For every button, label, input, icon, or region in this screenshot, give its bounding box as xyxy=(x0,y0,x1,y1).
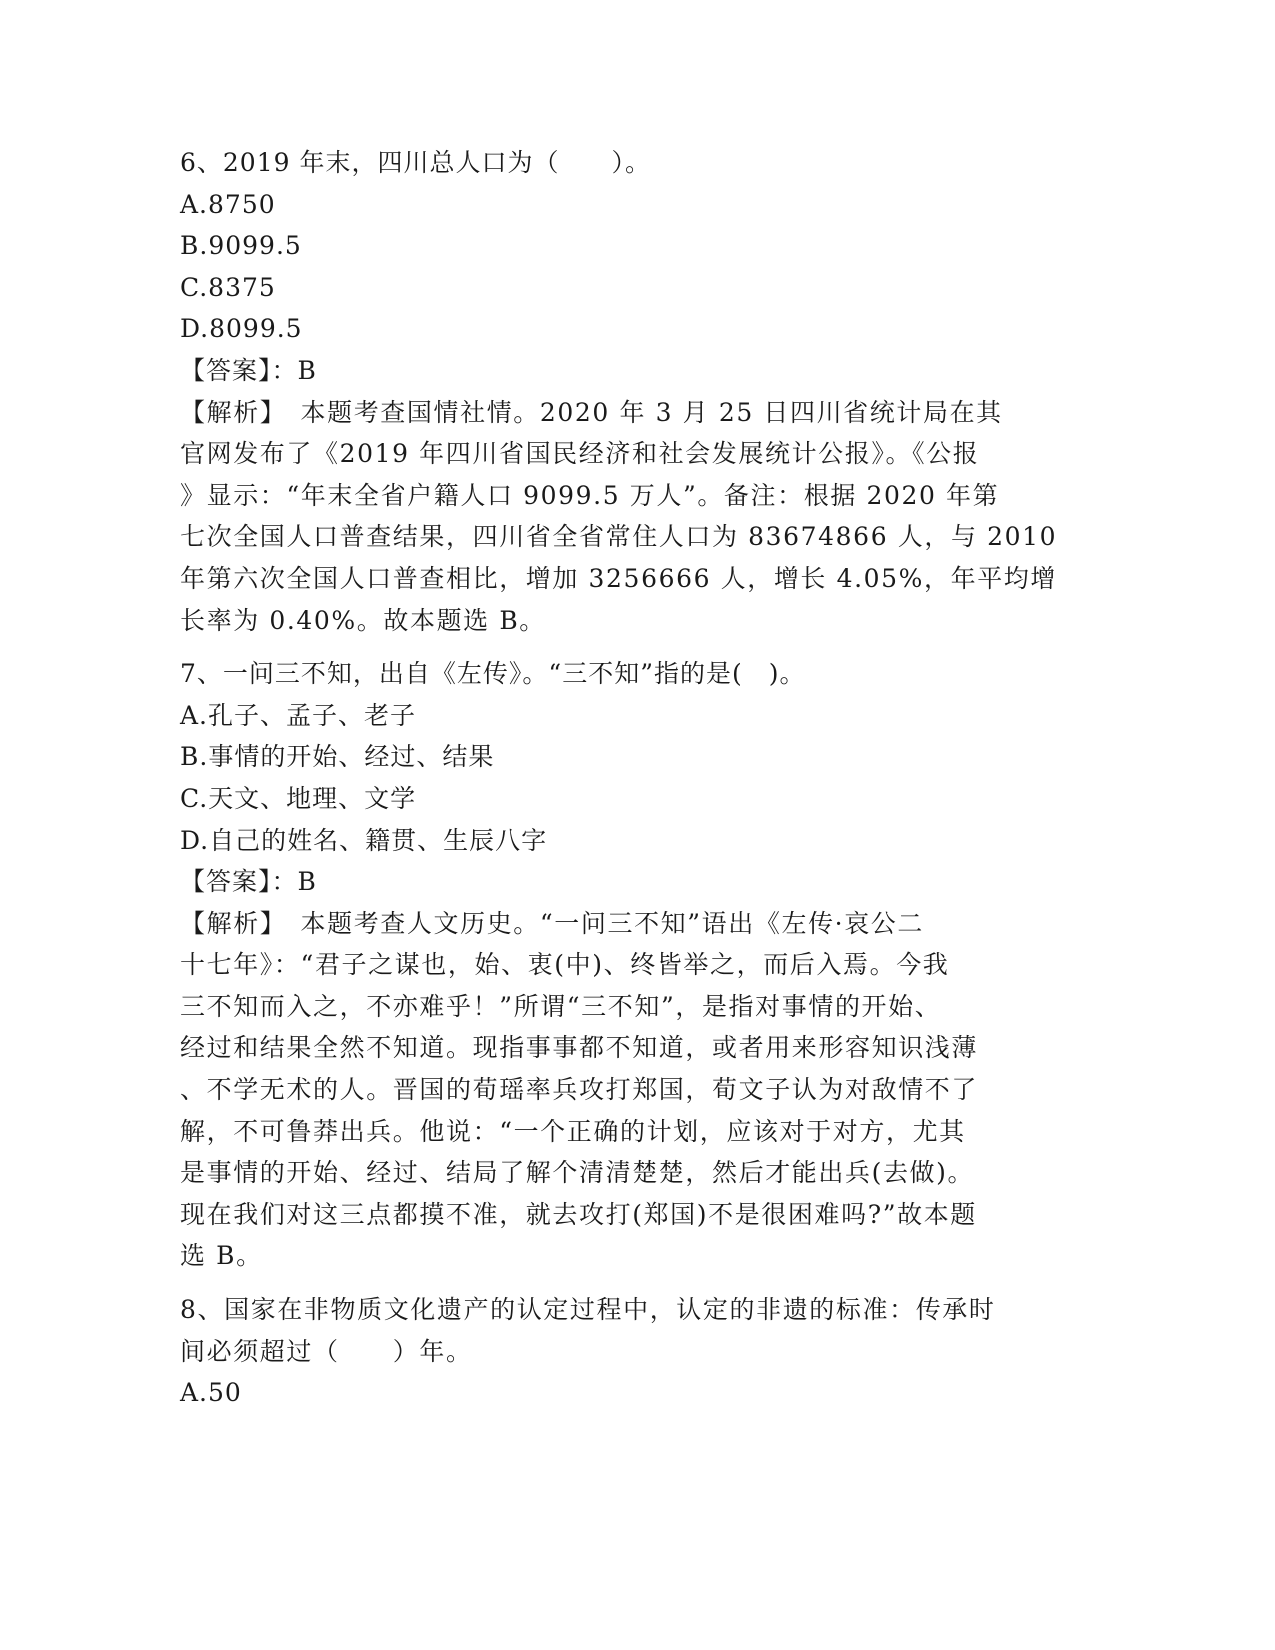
analysis-line: 解，不可鲁莽出兵。他说：“一个正确的计划，应该对于对方，尤其 xyxy=(180,1116,966,1146)
document-page xyxy=(180,142,1080,1414)
option-a: A.50 xyxy=(180,1378,242,1408)
analysis-line: 、不学无术的人。晋国的荀瑶率兵攻打郑国，荀文子认为对敌情不了 xyxy=(180,1075,979,1105)
option-b: B.9099.5 xyxy=(180,231,302,261)
question-8 xyxy=(180,1289,1080,1414)
analysis-line: 官网发布了《2019 年四川省国民经济和社会发展统计公报》。《公报 xyxy=(180,439,980,469)
analysis-line: 【解析】 本题考查国情社情。2020 年 3 月 25 日四川省统计局在其 xyxy=(180,397,1003,427)
analysis-line: 是事情的开始、经过、结局了解个清清楚楚，然后才能出兵(去做)。 xyxy=(180,1158,975,1188)
analysis-line: 【解析】 本题考查人文历史。“一问三不知”语出《左传·哀公二 xyxy=(180,908,925,938)
option-a: A.8750 xyxy=(180,189,276,219)
option-d: D.自己的姓名、籍贯、生辰八字 xyxy=(180,825,548,855)
answer: 【答案】：B xyxy=(180,355,317,385)
question-7 xyxy=(180,653,1080,1277)
analysis-line: 选 B。 xyxy=(180,1241,263,1271)
option-a: A.孔子、孟子、老子 xyxy=(180,700,417,730)
analysis-line: 现在我们对这三点都摸不准，就去攻打(郑国)不是很困难吗?”故本题 xyxy=(180,1199,977,1229)
question-stem: 间必须超过（ ）年。 xyxy=(180,1336,473,1366)
answer: 【答案】：B xyxy=(180,867,317,897)
option-c: C.8375 xyxy=(180,272,276,302)
analysis-line: 年第六次全国人口普查相比，增加 3256666 人，增长 4.05%，年平均增 xyxy=(180,563,1058,593)
analysis xyxy=(180,392,1080,642)
analysis-line: 七次全国人口普查结果，四川省全省常住人口为 83674866 人，与 2010 xyxy=(180,522,1058,552)
analysis-line: 》显示：“年末全省户籍人口 9099.5 万人”。备注：根据 2020 年第 xyxy=(180,480,1000,510)
analysis-line: 经过和结果全然不知道。现指事事都不知道，或者用来形容知识浅薄 xyxy=(180,1033,979,1063)
question-stem: 7、一问三不知，出自《左传》。“三不知”指的是( )。 xyxy=(180,659,806,689)
option-b: B.事情的开始、经过、结果 xyxy=(180,742,495,772)
analysis-line: 十七年》：“君子之谋也，始、衷(中)、终皆举之，而后入焉。今我 xyxy=(180,950,950,980)
question-stem: 6、2019 年末，四川总人口为（ ）。 xyxy=(180,148,651,177)
analysis-line: 三不知而入之，不亦难乎！”所谓“三不知”，是指对事情的开始、 xyxy=(180,991,942,1021)
question-stem: 8、国家在非物质文化遗产的认定过程中，认定的非遗的标准：传承时 xyxy=(180,1295,996,1325)
option-d: D.8099.5 xyxy=(180,314,303,344)
analysis xyxy=(180,903,1080,1277)
question-6 xyxy=(180,142,1080,641)
option-c: C.天文、地理、文学 xyxy=(180,783,417,813)
analysis-line: 长率为 0.40%。故本题选 B。 xyxy=(180,605,546,635)
